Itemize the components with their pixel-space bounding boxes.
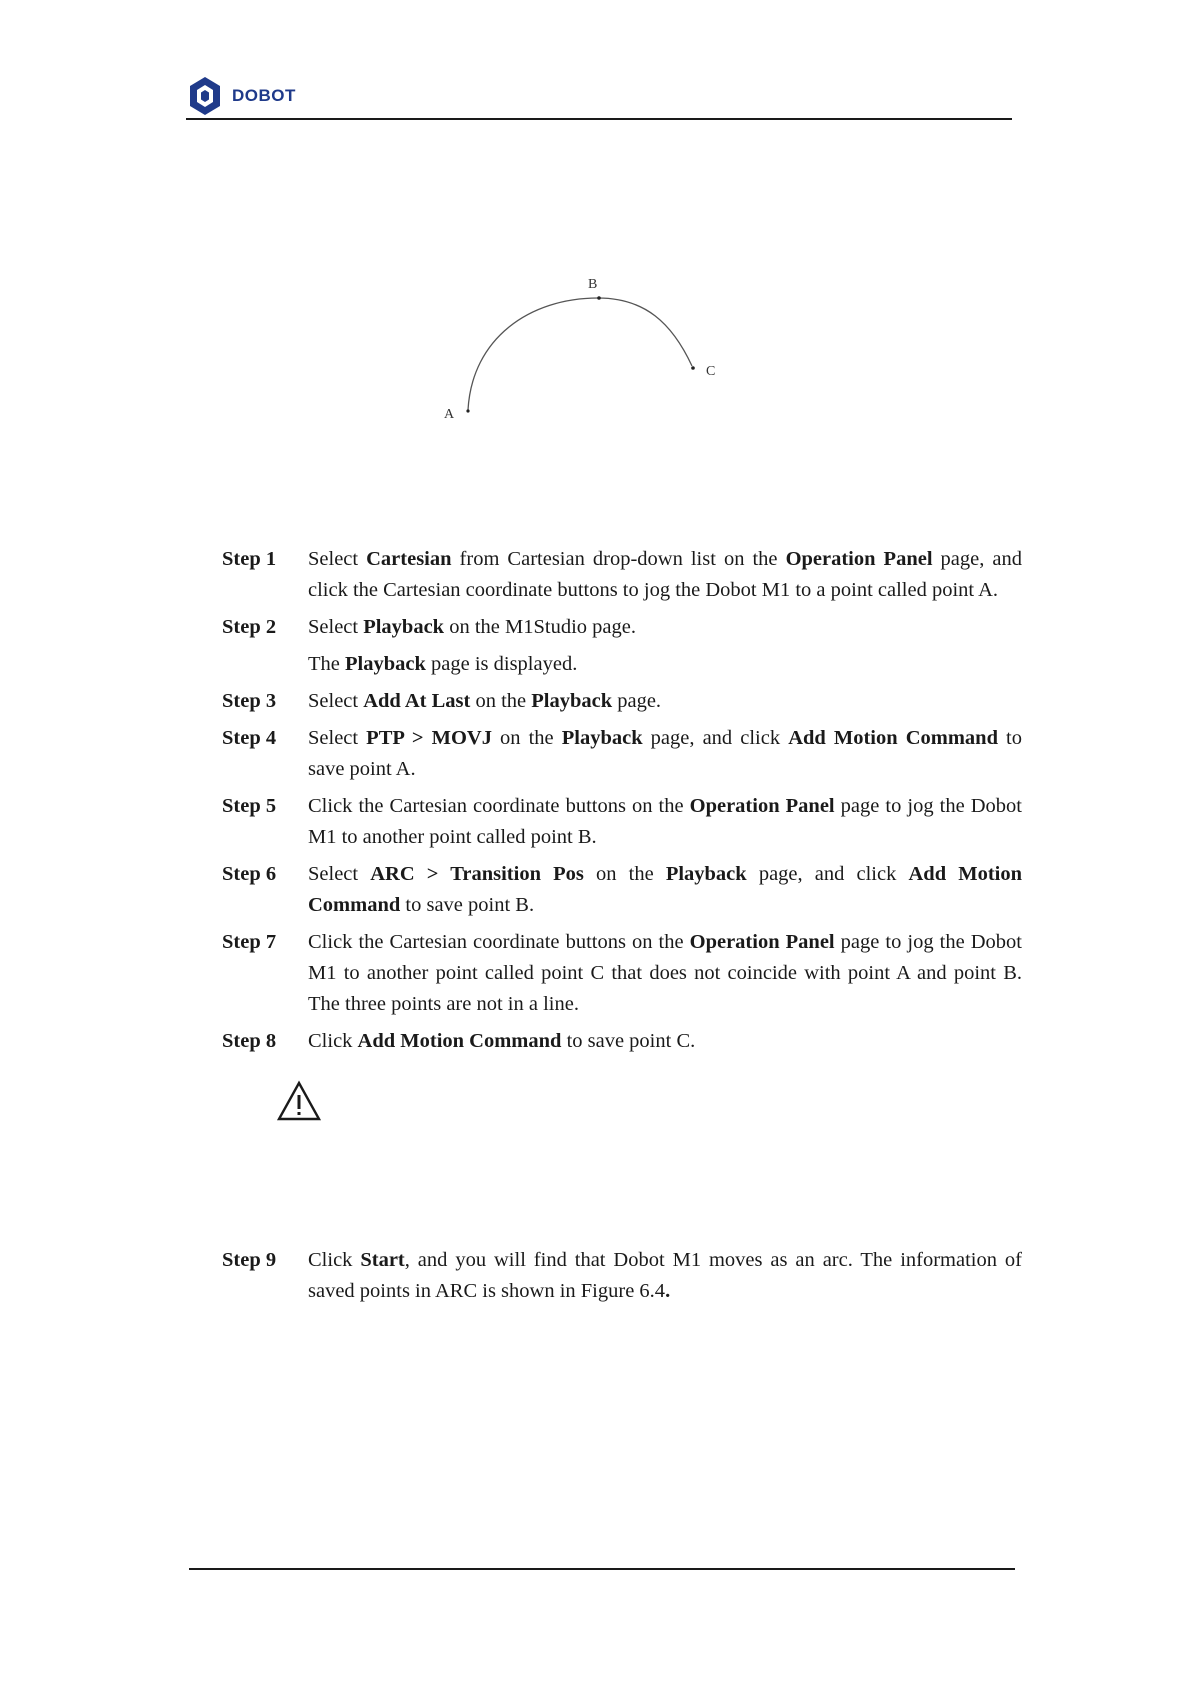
header-divider bbox=[186, 118, 1012, 120]
point-c-label: C bbox=[706, 364, 716, 379]
step-6: Step 6 Select ARC > Transition Pos on the Playback page, and click Add Motion Command to save point B. bbox=[222, 859, 1022, 921]
step-list bbox=[222, 544, 1022, 1063]
step-label: Step 2 bbox=[222, 616, 277, 638]
step-8: Step 8 Click Add Motion Command to save point C. bbox=[222, 1026, 1022, 1057]
step-1: Step 1 Select Cartesian from Cartesian drop-down list on the Operation Panel page, and click the Cartesian coordinate buttons to jog the Dobot M1 to a point called point A. bbox=[222, 544, 1022, 606]
step-label: Step 7 bbox=[222, 931, 277, 953]
point-b-label: B bbox=[588, 277, 598, 292]
arc-figure bbox=[420, 268, 740, 438]
step-9-block bbox=[222, 1245, 1022, 1313]
step-5: Step 5 Click the Cartesian coordinate buttons on the Operation Panel page to jog the Dobot M1 to another point called point B. bbox=[222, 791, 1022, 853]
step-7: Step 7 Click the Cartesian coordinate buttons on the Operation Panel page to jog the Dobot M1 to another point called point C that does not coincide with point A and point B. The three points are not in a line. bbox=[222, 927, 1022, 1020]
point-b-marker bbox=[597, 296, 601, 300]
point-a-marker bbox=[466, 409, 469, 412]
step-label: Step 3 bbox=[222, 690, 277, 712]
step-3: Step 3 Select Add At Last on the Playback page. bbox=[222, 686, 1022, 717]
step-label: Step 6 bbox=[222, 863, 277, 885]
step-label: Step 8 bbox=[222, 1030, 277, 1052]
step-label: Step 5 bbox=[222, 795, 277, 817]
step-label: Step 4 bbox=[222, 727, 277, 749]
step-2: Step 2 Select Playback on the M1Studio page. The Playback page is displayed. bbox=[222, 612, 1022, 680]
warning-icon bbox=[276, 1080, 322, 1122]
step-label: Step 9 bbox=[222, 1249, 277, 1271]
step-2-result: The Playback page is displayed. bbox=[308, 653, 578, 675]
arc-path bbox=[468, 298, 692, 410]
step-9: Step 9 Click Start, and you will find that Dobot M1 moves as an arc. The information of saved points in ARC is shown in Figure 6.4. bbox=[222, 1245, 1022, 1307]
point-c-marker bbox=[691, 366, 695, 370]
point-a-label: A bbox=[444, 407, 455, 422]
page-header bbox=[186, 76, 1012, 120]
brand-name: DOBOT bbox=[232, 86, 296, 105]
step-4: Step 4 Select PTP > MOVJ on the Playback page, and click Add Motion Command to save point A. bbox=[222, 723, 1022, 785]
step-label: Step 1 bbox=[222, 548, 277, 570]
dobot-logo-icon bbox=[188, 76, 222, 116]
footer-divider bbox=[189, 1568, 1015, 1570]
